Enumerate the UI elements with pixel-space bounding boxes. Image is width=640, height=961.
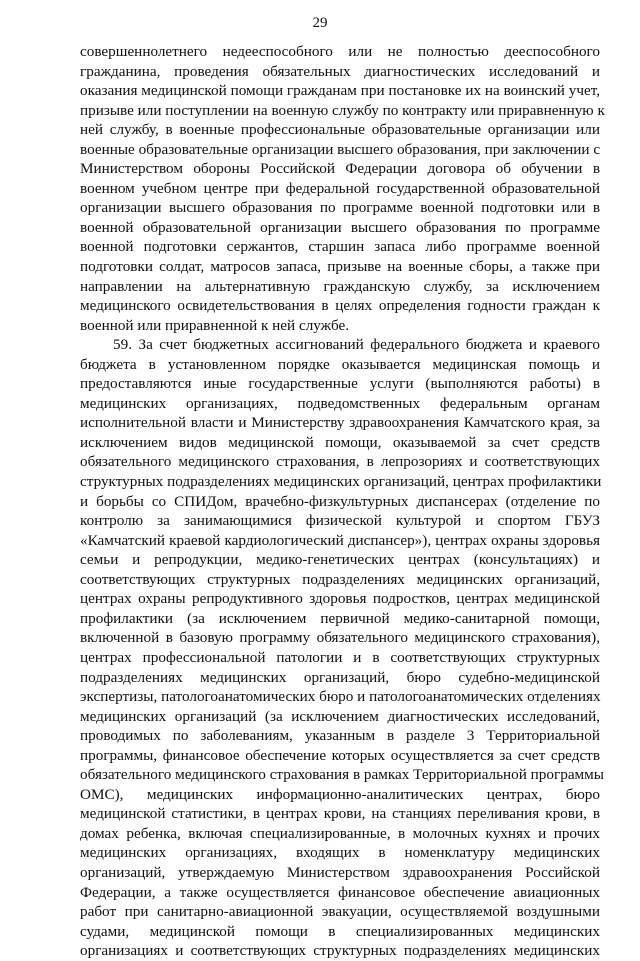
- text-line: военные образовательные организации высшего образования, при заключении с: [80, 140, 601, 158]
- text-line: работ при санитарно-авиационной эвакуации, осуществляемой воздушными: [80, 903, 600, 921]
- text-line: медицинских организациях, входящих в номенклатуру медицинских: [80, 844, 600, 862]
- page-number: 29: [312, 15, 328, 31]
- text-line: военной подготовки сержантов, старшин запаса либо программе военной: [80, 238, 600, 256]
- text-line: центрах охраны репродуктивного здоровья подростков, центрах медицинской: [80, 590, 600, 608]
- text-line: включенной в базовую программу обязательного медицинского страхования),: [80, 629, 600, 647]
- text-line: обязательного медицинского страхования в рамках Территориальной программы: [80, 766, 604, 784]
- text-line: судами, медицинской помощи в специализированных медицинских: [80, 922, 600, 940]
- text-line: медицинской статистики, в центрах крови, на станциях переливания крови, в: [80, 805, 600, 823]
- text-line: медицинского освидетельствования в целях определения годности граждан к: [80, 297, 600, 315]
- text-line: военном учебном центре при федеральной государственной образовательной: [80, 179, 600, 197]
- text-line: организациях и соответствующих структурных подразделениях медицинских: [80, 942, 600, 960]
- text-line: контролю за занимающимися физической культурой и спортом ГБУЗ: [80, 512, 600, 530]
- text-line: Министерством обороны Российской Федерации договора об обучении в: [80, 160, 600, 178]
- text-line: подготовки солдат, матросов запаса, призыве на военные сборы, а также при: [80, 258, 600, 276]
- text-line: обязательного медицинского страхования, в лепрозориях и соответствующих: [80, 453, 600, 471]
- text-line: программы, финансовое обеспечение которых осуществляется за счет средств: [80, 746, 600, 764]
- text-line: медицинских организаций (за исключением диагностических исследований,: [80, 707, 600, 725]
- text-line: домах ребенка, включая специализированные, в молочных кухнях и прочих: [80, 824, 600, 842]
- text-line: структурных подразделениях медицинских организаций, центрах профилактики: [80, 473, 602, 491]
- text-line: подразделениях медицинских организаций, бюро судебно-медицинской: [80, 668, 600, 686]
- text-line: направлении на альтернативную гражданскую службу, за исключением: [80, 277, 600, 295]
- text-line: медицинских организациях, подведомственных федеральным органам: [80, 394, 600, 412]
- document-body: [80, 42, 605, 961]
- text-line: семьи и репродукции, медико-генетических центрах (консультациях) и: [80, 551, 600, 569]
- paragraph-59-first-line: 59. За счет бюджетных ассигнований федерального бюджета и краевого: [113, 336, 600, 354]
- text-line: экспертизы, патологоанатомических бюро и патологоанатомических отделениях: [80, 688, 601, 706]
- text-line: Федерации, а также осуществляется финансовое обеспечение авиационных: [80, 883, 600, 901]
- text-line: призыве или поступлении на военную службу по контракту или приравненную к: [80, 101, 605, 119]
- text-line: оказания медицинской помощи гражданам при постановке их на воинский учет,: [80, 82, 600, 100]
- text-line: проводимых по заболеваниям, указанным в разделе 3 Территориальной: [80, 727, 600, 745]
- text-line: и борьбы со СПИДом, врачебно-физкультурных диспансерах (отделение по: [80, 492, 600, 510]
- text-line: ОМС), медицинских информационно-аналитических центрах, бюро: [80, 785, 600, 803]
- text-line: совершеннолетнего недееспособного или не полностью дееспособного: [80, 43, 600, 60]
- text-line: бюджета в установленном порядке оказывается медицинская помощь и: [80, 355, 600, 373]
- text-line: соответствующих структурных подразделениях медицинских организаций,: [80, 570, 600, 588]
- text-line: исполнительной власти и Министерству здравоохранения Камчатского края, за: [80, 414, 600, 432]
- text-line: центрах профессиональной патологии и в соответствующих структурных: [80, 648, 600, 666]
- text-line: «Камчатский краевой кардиологический диспансер»), центрах охраны здоровья: [80, 531, 600, 549]
- text-line: профилактики (за исключением первичной медико-санитарной помощи,: [80, 609, 600, 627]
- text-line: исключением видов медицинской помощи, оказываемой за счет средств: [80, 433, 600, 451]
- text-line: ней службу, в военные профессиональные образовательные организации или: [80, 121, 600, 139]
- text-line: организаций, утверждаемую Министерством здравоохранения Российской: [80, 863, 600, 881]
- text-line: предоставляются иные государственные услуги (выполняются работы) в: [80, 375, 600, 393]
- text-line: организации высшего образования по программе военной подготовки или в: [80, 199, 600, 217]
- text-line: военной образовательной организации высшего образования по программе: [80, 218, 600, 236]
- text-line: гражданина, проведения обязательных диагностических исследований и: [80, 62, 600, 80]
- text-line: военной или приравненной к ней службе.: [80, 316, 350, 334]
